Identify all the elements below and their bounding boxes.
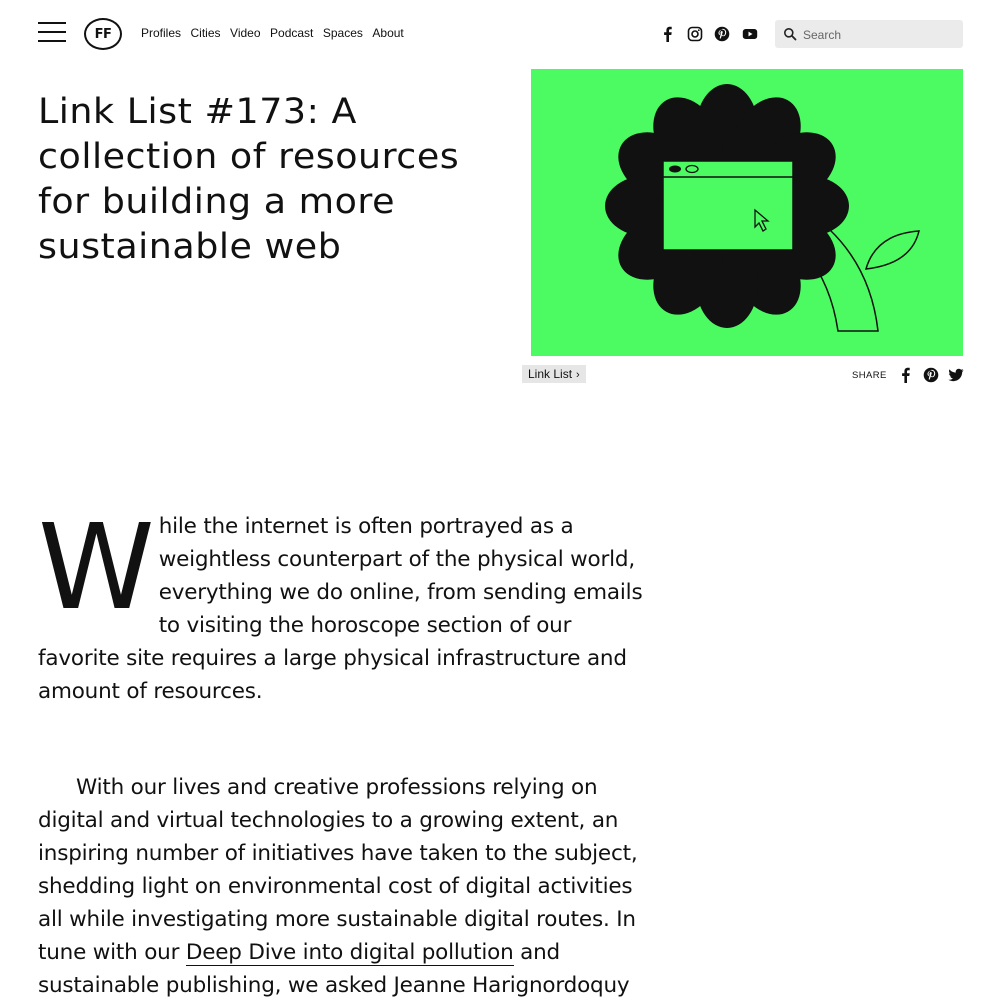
nav-item-about[interactable]: About — [372, 26, 404, 40]
paragraph-1-text: hile the internet is often portrayed as a weightless counterpart of the physical world, everything we do online, from sending emails to visiting the horoscope section of our favorite site requires a large physical infrastructure and amount of resources. — [38, 514, 643, 704]
category-tag[interactable] — [522, 365, 586, 383]
share-facebook-icon[interactable] — [898, 367, 914, 383]
instagram-icon[interactable] — [687, 26, 703, 42]
article-body — [38, 498, 648, 1002]
flower-browser-illustration — [531, 69, 963, 356]
article-title: Link List #173: A collection of resources for building a more sustainable web — [38, 92, 460, 267]
youtube-icon[interactable] — [742, 26, 758, 42]
drop-cap: W — [38, 498, 151, 636]
nav-item-spaces[interactable]: Spaces — [322, 26, 363, 40]
hero-illustration — [531, 69, 963, 356]
main-nav — [141, 26, 413, 40]
paragraph-2-text-after: and sustainable publishing, we asked Jeanne Harignordoquy — [38, 940, 630, 998]
chevron-right-icon: › — [576, 369, 580, 381]
nav-item-profiles[interactable]: Profiles — [141, 26, 182, 40]
paragraph-2-text-before: With our lives and creative professions relying on digital and virtual technologies to a growing extent, an inspiring number of initiatives have taken to the subject, shedding light on environmental cost of digital activities all while investigating more sustainable digital routes. In tune with our — [38, 775, 638, 965]
nav-item-video[interactable]: Video — [230, 26, 261, 40]
menu-icon[interactable] — [38, 22, 66, 42]
paragraph-1 — [38, 498, 648, 708]
share-twitter-icon[interactable] — [948, 367, 964, 383]
site-logo[interactable]: FF — [84, 18, 122, 50]
share-pinterest-icon[interactable] — [923, 367, 939, 383]
share-label: SHARE — [852, 370, 887, 381]
site-header — [0, 0, 1000, 68]
pinterest-icon[interactable] — [714, 26, 730, 42]
search-icon — [783, 27, 797, 41]
nav-item-cities[interactable]: Cities — [190, 26, 221, 40]
paragraph-2 — [38, 771, 648, 1002]
facebook-icon[interactable] — [660, 26, 676, 42]
search-box[interactable] — [775, 20, 963, 48]
deep-dive-link[interactable]: Deep Dive into digital pollution — [185, 940, 514, 965]
nav-item-podcast[interactable]: Podcast — [270, 26, 314, 40]
search-input[interactable] — [801, 24, 960, 46]
category-tag-label: Link List — [528, 367, 573, 381]
